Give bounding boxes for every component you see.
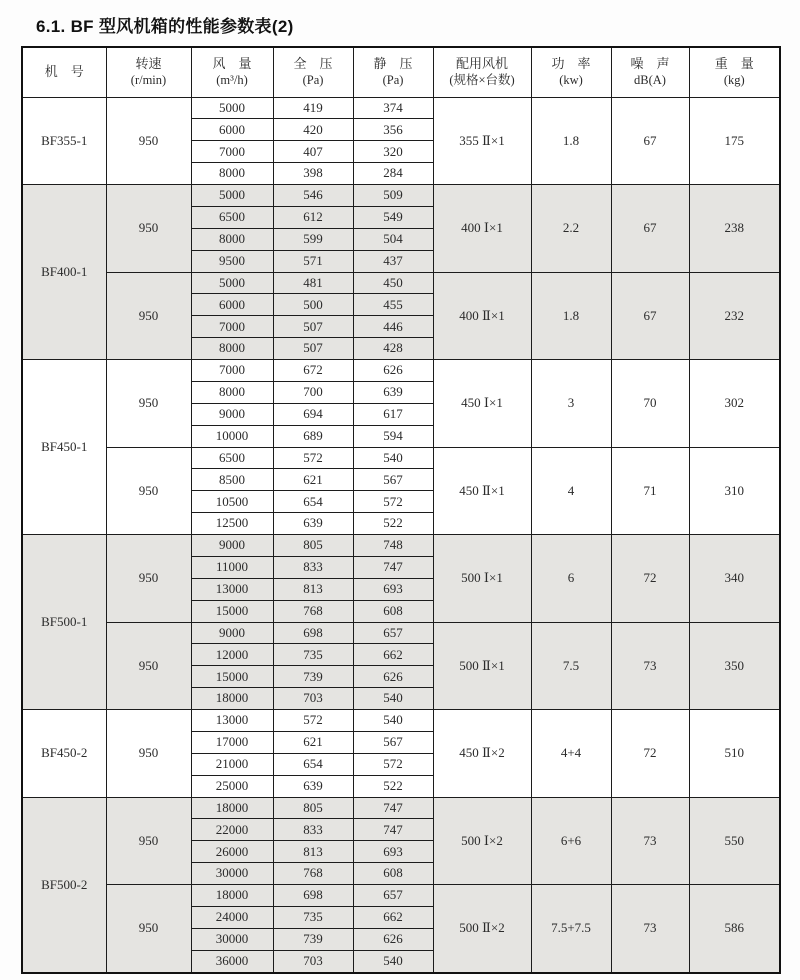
total-pressure-cell: 833	[273, 556, 353, 578]
model-cell: BF450-1	[22, 360, 106, 535]
column-header-label: 重 量	[714, 56, 754, 72]
air-volume-cell: 8000	[191, 163, 273, 185]
air-volume-cell: 15000	[191, 600, 273, 622]
fan-spec-cell: 500 Ⅰ×2	[433, 797, 531, 885]
static-pressure-cell: 455	[353, 294, 433, 316]
table-body	[22, 97, 780, 973]
air-volume-cell: 7000	[191, 360, 273, 382]
static-pressure-cell: 450	[353, 272, 433, 294]
table-row	[22, 97, 780, 119]
noise-cell: 73	[611, 622, 689, 710]
total-pressure-cell: 703	[273, 688, 353, 710]
air-volume-cell: 18000	[191, 688, 273, 710]
model-cell: BF500-2	[22, 797, 106, 973]
air-volume-cell: 7000	[191, 316, 273, 338]
column-header-8	[611, 47, 689, 97]
static-pressure-cell: 693	[353, 841, 433, 863]
fan-spec-cell: 500 Ⅱ×2	[433, 885, 531, 974]
table-row	[22, 272, 780, 294]
weight-cell: 550	[689, 797, 780, 885]
weight-cell: 310	[689, 447, 780, 535]
noise-cell: 71	[611, 447, 689, 535]
air-volume-cell: 18000	[191, 797, 273, 819]
total-pressure-cell: 813	[273, 841, 353, 863]
speed-cell: 950	[106, 185, 191, 273]
air-volume-cell: 12000	[191, 644, 273, 666]
static-pressure-cell: 509	[353, 185, 433, 207]
column-header-7	[531, 47, 611, 97]
static-pressure-cell: 522	[353, 775, 433, 797]
column-header-label: 配用风机	[455, 56, 508, 72]
fan-spec-cell: 450 Ⅱ×2	[433, 710, 531, 798]
column-header-label: 静 压	[373, 56, 413, 72]
air-volume-cell: 21000	[191, 753, 273, 775]
static-pressure-cell: 748	[353, 535, 433, 557]
air-volume-cell: 6000	[191, 294, 273, 316]
static-pressure-cell: 446	[353, 316, 433, 338]
static-pressure-cell: 747	[353, 819, 433, 841]
fan-spec-cell: 500 Ⅱ×1	[433, 622, 531, 710]
total-pressure-cell: 398	[273, 163, 353, 185]
air-volume-cell: 10000	[191, 425, 273, 447]
total-pressure-cell: 507	[273, 338, 353, 360]
power-cell: 1.8	[531, 97, 611, 185]
power-cell: 4+4	[531, 710, 611, 798]
air-volume-cell: 8000	[191, 228, 273, 250]
total-pressure-cell: 407	[273, 141, 353, 163]
static-pressure-cell: 747	[353, 556, 433, 578]
power-cell: 2.2	[531, 185, 611, 273]
table-row	[22, 185, 780, 207]
static-pressure-cell: 374	[353, 97, 433, 119]
column-header-unit: (kg)	[723, 72, 745, 87]
air-volume-cell: 22000	[191, 819, 273, 841]
static-pressure-cell: 504	[353, 228, 433, 250]
noise-cell: 73	[611, 797, 689, 885]
static-pressure-cell: 437	[353, 250, 433, 272]
weight-cell: 340	[689, 535, 780, 623]
static-pressure-cell: 428	[353, 338, 433, 360]
static-pressure-cell: 662	[353, 906, 433, 928]
static-pressure-cell: 626	[353, 666, 433, 688]
speed-cell: 950	[106, 622, 191, 710]
total-pressure-cell: 768	[273, 863, 353, 885]
table-row	[22, 535, 780, 557]
air-volume-cell: 9500	[191, 250, 273, 272]
static-pressure-cell: 540	[353, 688, 433, 710]
total-pressure-cell: 419	[273, 97, 353, 119]
weight-cell: 175	[689, 97, 780, 185]
static-pressure-cell: 608	[353, 600, 433, 622]
total-pressure-cell: 572	[273, 447, 353, 469]
air-volume-cell: 12500	[191, 513, 273, 535]
model-cell: BF355-1	[22, 97, 106, 185]
static-pressure-cell: 540	[353, 950, 433, 973]
total-pressure-cell: 735	[273, 644, 353, 666]
column-header-label: 噪 声	[630, 56, 670, 72]
total-pressure-cell: 689	[273, 425, 353, 447]
air-volume-cell: 25000	[191, 775, 273, 797]
air-volume-cell: 7000	[191, 141, 273, 163]
static-pressure-cell: 567	[353, 731, 433, 753]
total-pressure-cell: 639	[273, 775, 353, 797]
total-pressure-cell: 481	[273, 272, 353, 294]
total-pressure-cell: 672	[273, 360, 353, 382]
power-cell: 1.8	[531, 272, 611, 360]
column-header-1	[22, 47, 106, 97]
static-pressure-cell: 662	[353, 644, 433, 666]
fan-spec-cell: 500 Ⅰ×1	[433, 535, 531, 623]
column-header-label: 转速	[135, 56, 162, 72]
air-volume-cell: 5000	[191, 97, 273, 119]
noise-cell: 73	[611, 885, 689, 974]
air-volume-cell: 18000	[191, 885, 273, 907]
total-pressure-cell: 420	[273, 119, 353, 141]
air-volume-cell: 8000	[191, 381, 273, 403]
noise-cell: 67	[611, 185, 689, 273]
total-pressure-cell: 739	[273, 666, 353, 688]
air-volume-cell: 36000	[191, 950, 273, 973]
power-cell: 7.5+7.5	[531, 885, 611, 974]
total-pressure-cell: 546	[273, 185, 353, 207]
air-volume-cell: 6000	[191, 119, 273, 141]
static-pressure-cell: 693	[353, 578, 433, 600]
fan-spec-cell: 400 Ⅱ×1	[433, 272, 531, 360]
column-header-9	[689, 47, 780, 97]
header-row	[22, 47, 780, 97]
speed-cell: 950	[106, 447, 191, 535]
total-pressure-cell: 698	[273, 622, 353, 644]
column-header-label: 机 号	[44, 64, 84, 80]
air-volume-cell: 10500	[191, 491, 273, 513]
total-pressure-cell: 639	[273, 513, 353, 535]
column-header-2	[106, 47, 191, 97]
total-pressure-cell: 805	[273, 535, 353, 557]
total-pressure-cell: 735	[273, 906, 353, 928]
total-pressure-cell: 599	[273, 228, 353, 250]
air-volume-cell: 13000	[191, 578, 273, 600]
speed-cell: 950	[106, 797, 191, 885]
total-pressure-cell: 621	[273, 731, 353, 753]
total-pressure-cell: 621	[273, 469, 353, 491]
model-cell: BF500-1	[22, 535, 106, 710]
static-pressure-cell: 657	[353, 622, 433, 644]
table-row	[22, 622, 780, 644]
total-pressure-cell: 571	[273, 250, 353, 272]
static-pressure-cell: 657	[353, 885, 433, 907]
total-pressure-cell: 654	[273, 753, 353, 775]
noise-cell: 72	[611, 710, 689, 798]
weight-cell: 238	[689, 185, 780, 273]
total-pressure-cell: 703	[273, 950, 353, 973]
column-header-unit: (规格×台数)	[449, 72, 515, 87]
fan-spec-cell: 400 Ⅰ×1	[433, 185, 531, 273]
model-cell: BF450-2	[22, 710, 106, 798]
static-pressure-cell: 617	[353, 403, 433, 425]
total-pressure-cell: 739	[273, 928, 353, 950]
speed-cell: 950	[106, 97, 191, 185]
power-cell: 6	[531, 535, 611, 623]
air-volume-cell: 9000	[191, 622, 273, 644]
speed-cell: 950	[106, 710, 191, 798]
fan-spec-cell: 355 Ⅱ×1	[433, 97, 531, 185]
column-header-3	[191, 47, 273, 97]
column-header-label: 风 量	[212, 56, 252, 72]
noise-cell: 67	[611, 272, 689, 360]
static-pressure-cell: 747	[353, 797, 433, 819]
model-cell: BF400-1	[22, 185, 106, 360]
speed-cell: 950	[106, 360, 191, 448]
air-volume-cell: 5000	[191, 185, 273, 207]
total-pressure-cell: 612	[273, 206, 353, 228]
total-pressure-cell: 694	[273, 403, 353, 425]
air-volume-cell: 15000	[191, 666, 273, 688]
static-pressure-cell: 567	[353, 469, 433, 491]
static-pressure-cell: 594	[353, 425, 433, 447]
power-cell: 4	[531, 447, 611, 535]
total-pressure-cell: 507	[273, 316, 353, 338]
air-volume-cell: 13000	[191, 710, 273, 732]
static-pressure-cell: 320	[353, 141, 433, 163]
column-header-unit: (m³/h)	[216, 72, 248, 87]
static-pressure-cell: 639	[353, 381, 433, 403]
column-header-unit: (r/min)	[130, 72, 167, 87]
column-header-label: 全 压	[293, 56, 333, 72]
total-pressure-cell: 654	[273, 491, 353, 513]
air-volume-cell: 30000	[191, 928, 273, 950]
air-volume-cell: 5000	[191, 272, 273, 294]
noise-cell: 70	[611, 360, 689, 448]
column-header-unit: (Pa)	[302, 72, 324, 87]
column-header-label: 功 率	[551, 56, 591, 72]
static-pressure-cell: 572	[353, 753, 433, 775]
speed-cell: 950	[106, 885, 191, 974]
static-pressure-cell: 284	[353, 163, 433, 185]
total-pressure-cell: 813	[273, 578, 353, 600]
table-row	[22, 447, 780, 469]
air-volume-cell: 8000	[191, 338, 273, 360]
air-volume-cell: 11000	[191, 556, 273, 578]
weight-cell: 586	[689, 885, 780, 974]
air-volume-cell: 9000	[191, 535, 273, 557]
weight-cell: 302	[689, 360, 780, 448]
air-volume-cell: 6500	[191, 206, 273, 228]
column-header-unit: (kw)	[559, 72, 583, 87]
column-header-5	[353, 47, 433, 97]
noise-cell: 67	[611, 97, 689, 185]
table-row	[22, 885, 780, 907]
weight-cell: 232	[689, 272, 780, 360]
static-pressure-cell: 626	[353, 360, 433, 382]
total-pressure-cell: 700	[273, 381, 353, 403]
air-volume-cell: 24000	[191, 906, 273, 928]
static-pressure-cell: 540	[353, 447, 433, 469]
air-volume-cell: 17000	[191, 731, 273, 753]
static-pressure-cell: 608	[353, 863, 433, 885]
column-header-unit: (Pa)	[382, 72, 404, 87]
total-pressure-cell: 833	[273, 819, 353, 841]
speed-cell: 950	[106, 272, 191, 360]
column-header-unit: dB(A)	[634, 72, 666, 87]
total-pressure-cell: 500	[273, 294, 353, 316]
air-volume-cell: 9000	[191, 403, 273, 425]
total-pressure-cell: 572	[273, 710, 353, 732]
static-pressure-cell: 626	[353, 928, 433, 950]
speed-cell: 950	[106, 535, 191, 623]
static-pressure-cell: 356	[353, 119, 433, 141]
table-row	[22, 360, 780, 382]
total-pressure-cell: 805	[273, 797, 353, 819]
air-volume-cell: 26000	[191, 841, 273, 863]
air-volume-cell: 30000	[191, 863, 273, 885]
air-volume-cell: 8500	[191, 469, 273, 491]
static-pressure-cell: 540	[353, 710, 433, 732]
static-pressure-cell: 549	[353, 206, 433, 228]
column-header-4	[273, 47, 353, 97]
total-pressure-cell: 698	[273, 885, 353, 907]
fan-spec-cell: 450 Ⅱ×1	[433, 447, 531, 535]
table-header	[22, 47, 780, 97]
static-pressure-cell: 572	[353, 491, 433, 513]
table-row	[22, 797, 780, 819]
fan-spec-cell: 450 Ⅰ×1	[433, 360, 531, 448]
air-volume-cell: 6500	[191, 447, 273, 469]
column-header-6	[433, 47, 531, 97]
total-pressure-cell: 768	[273, 600, 353, 622]
weight-cell: 510	[689, 710, 780, 798]
page-title: 6.1. BF 型风机箱的性能参数表(2)	[36, 17, 294, 36]
power-cell: 7.5	[531, 622, 611, 710]
power-cell: 3	[531, 360, 611, 448]
table-row	[22, 710, 780, 732]
noise-cell: 72	[611, 535, 689, 623]
weight-cell: 350	[689, 622, 780, 710]
fan-performance-table	[21, 46, 781, 974]
power-cell: 6+6	[531, 797, 611, 885]
static-pressure-cell: 522	[353, 513, 433, 535]
